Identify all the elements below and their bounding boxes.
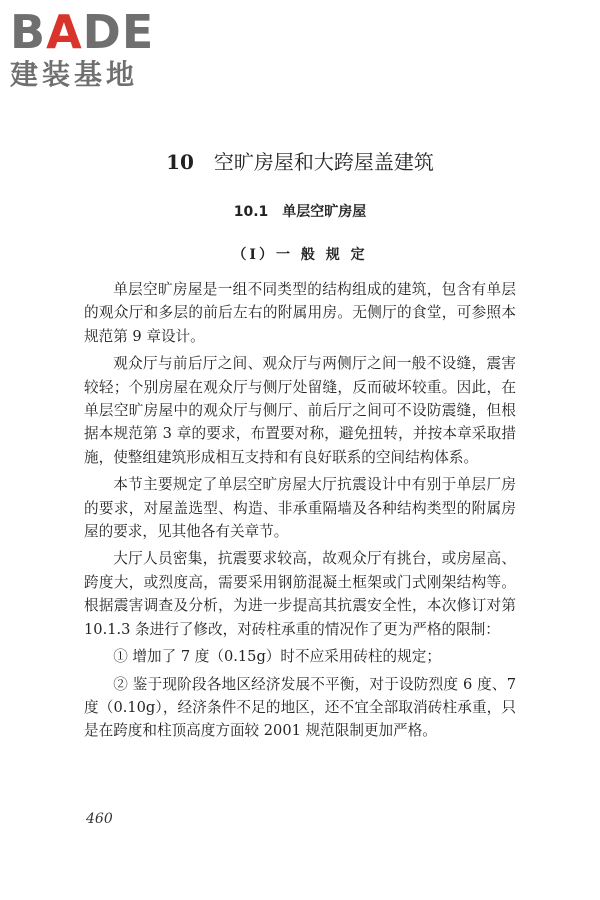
logo-wordmark	[10, 6, 180, 58]
page-number: 460	[86, 811, 113, 827]
list-item: ① 增加了 7 度（0.15g）时不应采用砖柱的规定；	[113, 648, 441, 666]
section-name: 单层空旷房屋	[282, 204, 367, 220]
logo-letter: DE	[82, 5, 155, 59]
body-text	[84, 278, 516, 747]
chapter-number: 10	[166, 150, 194, 174]
paragraph: 单层空旷房屋是一组不同类型的结构组成的建筑，包含有单层的观众厅和多层的前后左右的附属用房。无侧厅的食堂，可参照本规范第 9 章设计。	[84, 281, 516, 345]
list-item: ② 鉴于现阶段各地区经济发展不平衡，对于设防烈度 6 度、7 度（0.10g），经济条件不足的地区，还不宜全部取消砖柱承重，只是在跨度和柱顶高度方面较 2001 规范限制更加严格。	[84, 675, 516, 740]
chapter-title	[0, 146, 600, 175]
logo-letter: B	[10, 5, 47, 59]
logo-subtitle: 建装基地	[10, 58, 139, 91]
section-number: 10.1	[233, 204, 269, 220]
subsection-title: （Ⅰ）一 般 规 定	[232, 247, 368, 263]
paragraph: 本节主要规定了单层空旷房屋大厅抗震设计中有别于单层厂房的要求，对屋盖选型、构造、非承重隔墙及各种结构类型的附属房屋的要求，见其他各有关章节。	[84, 476, 516, 541]
section-title	[0, 201, 600, 221]
logo	[10, 6, 180, 92]
paragraph: 大厅人员密集，抗震要求较高，故观众厅有挑台，或房屋高、跨度大，或烈度高，需要采用钢筋混凝土框架或门式刚架结构等。根据震害调查及分析，为进一步提高其抗震安全性，本次修订对第 10.1.3 条进行了修改，对砖柱承重的情况作了更为严格的限制：	[84, 550, 516, 638]
paragraph: 观众厅与前后厅之间、观众厅与两侧厅之间一般不设缝，震害较轻；个别房屋在观众厅与侧厅处留缝，反而破坏较重。因此，在单层空旷房屋中的观众厅与侧厅、前后厅之间可不设防震缝，但根据本规范第 3 章的要求，布置要对称，避免扭转，并按本章采取措施，使整组建筑形成相互支持和有良好联系的空间结构体系。	[84, 355, 516, 466]
chapter-name: 空旷房屋和大跨屋盖建筑	[213, 150, 434, 174]
logo-accent-letter: A	[46, 5, 83, 59]
